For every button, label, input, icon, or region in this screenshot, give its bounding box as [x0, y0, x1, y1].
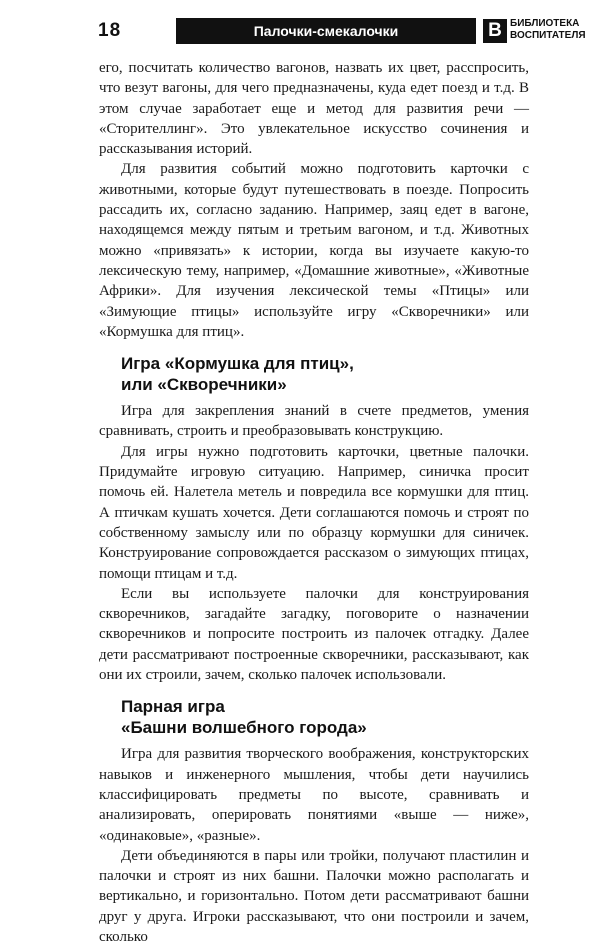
series-title	[510, 18, 600, 42]
section-heading-line: Парная игра	[121, 697, 225, 717]
section-heading	[121, 696, 529, 738]
paragraph: Для развития событий можно подготовить карточки с животными, которые будут путешествовать в поезде. Попросить рассадить их, согласно заданию. Например, заяц едет в вагоне, находящемся между пятым и третьим вагоном, и т.д. Животных можно «привязать» к истории, когда вы изучаете какую-то лексическую тему, например, «Домашние животные», «Животные Африки». Для изучения лексической темы «Птицы» или «Зимующие птицы» используйте игру «Скворечники» или «Кормушка для птиц».	[99, 161, 529, 340]
running-header	[98, 18, 586, 44]
page-body	[99, 58, 529, 947]
series-title-line2: ВОСПИТАТЕЛЯ	[510, 30, 586, 41]
chapter-title-bar: Палочки-смекалочки	[176, 18, 476, 44]
section-heading-line: или «Скворечники»	[121, 375, 287, 395]
paragraph: Если вы используете палочки для конструирования скворечников, загадайте загадку, поговорите о назначении скворечников и попросите построить из палочек отгадку. Далее дети рассматривают построенные скворечники, рассказывают, как они их строили, зачем, сколько палочек использовали.	[99, 585, 529, 684]
paragraph: Дети объединяются в пары или тройки, получают пластилин и палочки и строят из них башни. Палочки можно располагать и вертикально, и горизонтально. Потом дети рассматривают башни друг у друга. Игроки рассказывают, что они построили и зачем, сколько	[99, 847, 529, 945]
paragraph: Игра для закрепления знаний в счете предметов, умения сравнивать, строить и преобразовывать конструкцию.	[99, 403, 529, 440]
series-logo: B	[483, 19, 507, 43]
paragraph-continuation: его, посчитать количество вагонов, назвать их цвет, расспросить, что везут вагоны, для чего предназначены, куда едет поезд и т.д. В этом случае заработает еще и метод для развития речи — «Сторителлинг». Это увлекательное искусство сочинения и рассказывания историй.	[99, 60, 529, 158]
section-heading	[121, 353, 529, 395]
paragraph: Для игры нужно подготовить карточки, цветные палочки. Придумайте игровую ситуацию. Например, синичка просит помочь ей. Налетела метель и повредила все кормушки для птиц. А птичкам кушать хочется. Дети соглашаются помочь и строят по собственному замыслу или по образцу кормушки для синичек. Конструирование сопровождается рассказом о зимующих птицах, помощи птицам и т.д.	[99, 443, 529, 582]
paragraph: Игра для развития творческого воображения, конструкторских навыков и инженерного мышления, чтобы дети научились классифицировать предметы по высоте, сравнивать и анализировать, оперировать понятиями «выше — ниже», «одинаковые», «разные».	[99, 746, 529, 844]
page-number: 18	[98, 20, 122, 41]
section-heading-line: «Башни волшебного города»	[121, 718, 367, 738]
series-title-line1: БИБЛИОТЕКА	[510, 18, 580, 29]
section-heading-line: Игра «Кормушка для птиц»,	[121, 354, 354, 374]
